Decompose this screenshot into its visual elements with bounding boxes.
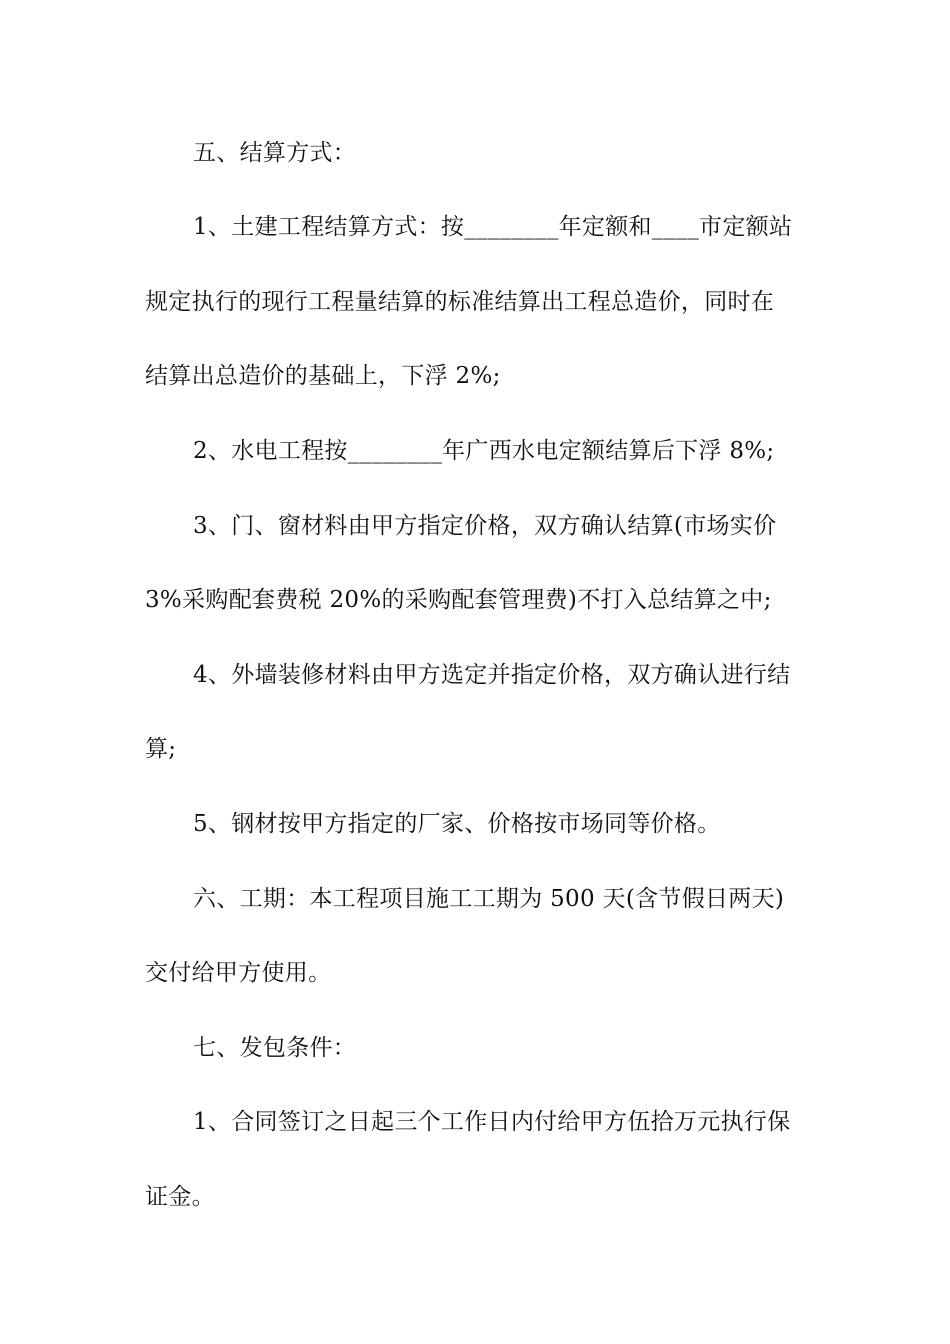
paragraph-line: 2、水电工程按________年广西水电定额结算后下浮 8%; (193, 438, 775, 464)
paragraph-line: 规定执行的现行工程量结算的标准结算出工程总造价，同时在 (145, 289, 775, 315)
paragraph-line: 结算出总造价的基础上，下浮 2%; (145, 363, 501, 389)
paragraph-line: 4、外墙装修材料由甲方选定并指定价格，双方确认进行结 (193, 662, 791, 688)
paragraph-line: 1、土建工程结算方式：按________年定额和____市定额站 (193, 214, 793, 240)
paragraph-line: 3%采购配套费税 20%的采购配套管理费)不打入总结算之中; (145, 587, 772, 613)
paragraph-line: 3、门、窗材料由甲方指定价格，双方确认结算(市场实价 (193, 513, 777, 539)
paragraph-line: 证金。 (145, 1184, 215, 1210)
paragraph-line: 交付给甲方使用。 (145, 960, 332, 986)
paragraph-line: 1、合同签订之日起三个工作日内付给甲方伍拾万元执行保 (193, 1109, 791, 1135)
paragraph-line: 算; (145, 736, 177, 762)
section-heading-settlement: 五、结算方式： (193, 140, 357, 166)
section-heading-schedule: 六、工期：本工程项目施工工期为 500 天(含节假日两天) (193, 886, 785, 912)
section-heading-conditions: 七、发包条件： (193, 1035, 357, 1061)
paragraph-line: 5、钢材按甲方指定的厂家、价格按市场同等价格。 (193, 811, 721, 837)
